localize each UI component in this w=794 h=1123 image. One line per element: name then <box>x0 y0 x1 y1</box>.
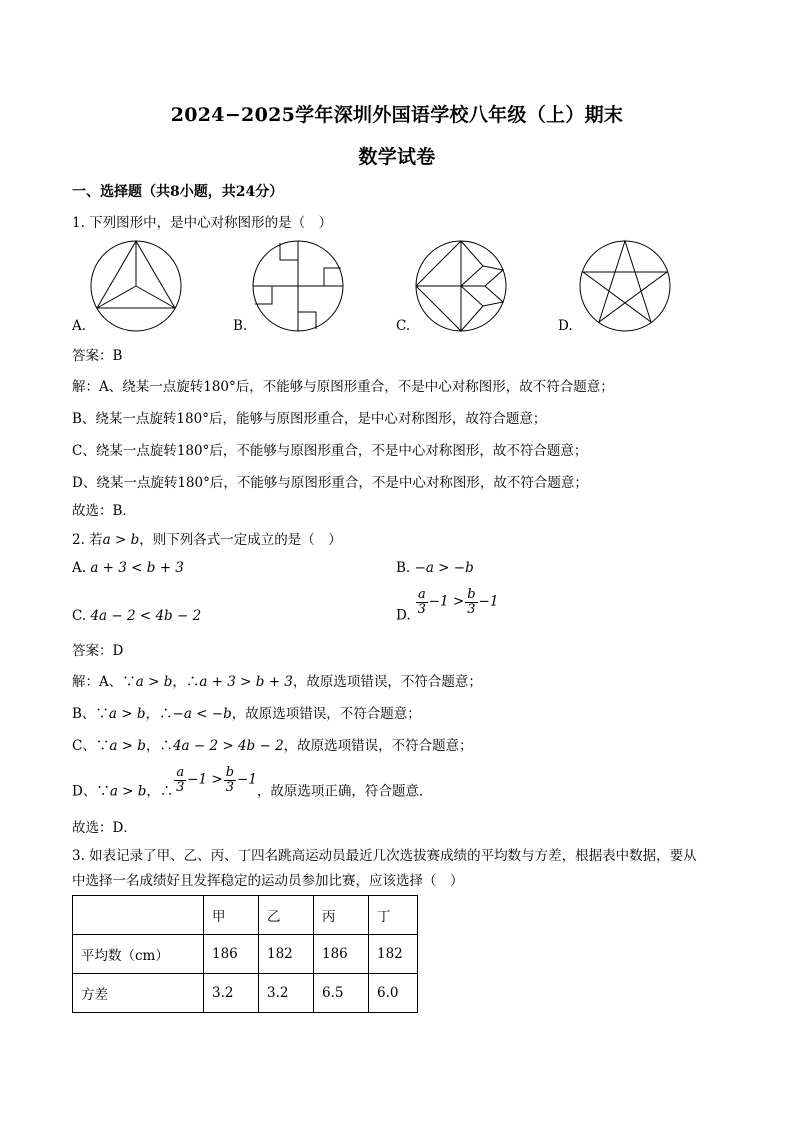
q2-sol-c-expr: 4a − 2 > 4b − 2 <box>172 738 284 754</box>
table-cell: 3.2 <box>204 974 259 1013</box>
q2-sol-c-prefix: C、∵ <box>72 738 110 754</box>
question-1-solution-b: B、绕某一点旋转180°后，能够与原图形重合，是中心对称图形，故符合题意； <box>72 411 547 427</box>
section-heading: 一、选择题（共8小题，共24分） <box>72 184 284 200</box>
q2-sol-a-expr: a + 3 > b + 3 <box>199 674 293 690</box>
question-1-solution-c: C、绕某一点旋转180°后，不能够与原图形重合，不是中心对称图形，故不符合题意； <box>72 443 588 459</box>
q2-solution-c <box>72 734 473 754</box>
question-2-answer: 答案：D <box>72 643 124 659</box>
q2-sol-d-therefore: ，∴ <box>146 783 174 800</box>
q2-option-c-expr: 4a − 2 < 4b − 2 <box>90 608 202 624</box>
q2-sol-a-tail: ，故原选项错误，不符合题意； <box>292 674 482 690</box>
question-1-conclusion: 故选：B． <box>72 503 136 519</box>
q2-solution-d <box>72 766 432 800</box>
question-1-solution-a: 解：A、绕某一点旋转180°后，不能够与原图形重合，不是中心对称图形，故不符合题意； <box>72 379 614 395</box>
question-1-solution-d: D、绕某一点旋转180°后，不能够与原图形重合，不是中心对称图形，故不符合题意； <box>72 475 588 491</box>
q1-option-b-label: B. <box>233 318 248 334</box>
table-header-jia: 甲 <box>204 896 259 935</box>
q2-stem-suffix: ，则下列各式一定成立的是（ ） <box>139 532 342 548</box>
table-cell: 186 <box>204 935 259 974</box>
q3-data-table <box>72 895 418 1013</box>
q2-sol-d-prefix: D、∵ <box>72 783 110 800</box>
table-cell: 6.0 <box>369 974 418 1013</box>
q2-sol-c-cond: a > b <box>109 738 146 754</box>
q2-sol-d-frac2 <box>224 766 236 794</box>
q1-option-c-label: C. <box>396 318 411 334</box>
frac2-numerator: b <box>467 587 476 602</box>
q2-option-c-label: C. <box>72 608 87 624</box>
table-cell: 3.2 <box>259 974 314 1013</box>
sol-frac1-numerator: a <box>176 765 185 780</box>
question-2-conclusion: 故选：D． <box>72 820 137 836</box>
q2-sol-b-therefore: ，∴ <box>145 706 173 722</box>
table-header-yi: 乙 <box>259 896 314 935</box>
q2-option-a-label: A. <box>72 560 87 576</box>
q2-solution-a <box>72 670 482 690</box>
q2-option-d-mid: −1 > <box>428 593 465 610</box>
question-1-stem: 1. 下列图形中，是中心对称图形的是（ ） <box>72 215 333 231</box>
q1-option-a-label: A. <box>72 318 87 334</box>
q2-option-b-expr: −a > −b <box>414 560 474 576</box>
q2-sol-a-prefix: 解：A、∵ <box>72 674 136 690</box>
q2-sol-b-cond: a > b <box>108 706 146 722</box>
sol-frac2-denominator: 3 <box>225 779 234 795</box>
q2-sol-b-tail: ，故原选项错误，不符合题意； <box>231 706 421 722</box>
q1-option-d-label: D. <box>558 318 573 334</box>
q2-sol-d-frac1 <box>174 766 186 794</box>
row-label-average: 平均数（cm） <box>73 935 204 974</box>
q2-sol-a-cond: a > b <box>135 674 173 690</box>
q2-sol-d-cond: a > b <box>109 783 147 800</box>
q2-solution-b <box>72 702 421 722</box>
table-header-bing: 丙 <box>314 896 369 935</box>
figure-d-pentagram <box>577 238 677 338</box>
frac2-denominator: 3 <box>467 601 476 617</box>
figure-c-arrow-circle <box>413 238 513 338</box>
q2-option-a <box>72 560 184 576</box>
q2-option-b-label: B. <box>396 560 411 576</box>
question-3-stem-line1: 3. 如表记录了甲、乙、丙、丁四名跳高运动员最近几次选拔赛成绩的平均数与方差，根据表中数据，要从 <box>72 848 697 864</box>
sol-frac2-numerator: b <box>225 765 235 780</box>
table-cell: 182 <box>369 935 418 974</box>
sol-frac1-denominator: 3 <box>176 779 185 795</box>
table-header-empty <box>73 896 204 935</box>
frac1-denominator: 3 <box>417 601 426 617</box>
q2-option-d-end: −1 <box>478 593 499 610</box>
question-3-stem-line2: 中选择一名成绩好且发挥稳定的运动员参加比赛，应该选择（ ） <box>72 873 464 889</box>
q2-option-b <box>396 560 474 576</box>
q2-option-d-frac1 <box>416 588 428 616</box>
table-header-ding: 丁 <box>369 896 418 935</box>
q2-option-d-frac2 <box>465 588 477 616</box>
table-row <box>73 935 418 974</box>
q2-sol-d-mid: −1 > <box>187 771 223 788</box>
question-1-answer: 答案：B <box>72 348 123 364</box>
table-header-row <box>73 896 418 935</box>
frac1-numerator: a <box>417 587 426 602</box>
table-cell: 186 <box>314 935 369 974</box>
question-2-stem <box>72 528 342 548</box>
table-row <box>73 974 418 1013</box>
q2-option-a-expr: a + 3 < b + 3 <box>90 560 184 576</box>
q2-option-d-label: D. <box>396 607 411 624</box>
q2-option-c <box>72 608 201 624</box>
q2-stem-prefix: 2. 若 <box>72 532 103 548</box>
q2-sol-b-prefix: B、∵ <box>72 706 109 722</box>
q2-sol-a-therefore: ，∴ <box>172 674 200 690</box>
q2-sol-d-tail: ，故原选项正确，符合题意． <box>256 783 433 800</box>
q2-stem-condition: a > b <box>102 532 140 548</box>
row-label-variance: 方差 <box>73 974 204 1013</box>
page-subtitle: 数学试卷 <box>358 146 436 168</box>
q2-sol-d-end: −1 <box>237 771 257 788</box>
q2-sol-b-expr: −a < −b <box>172 706 232 722</box>
figure-b-pinwheel <box>250 238 350 338</box>
table-cell: 6.5 <box>314 974 369 1013</box>
q2-option-d <box>396 588 498 624</box>
table-cell: 182 <box>259 935 314 974</box>
q2-sol-c-therefore: ，∴ <box>145 738 173 754</box>
figure-a-triangle-circle <box>88 238 188 338</box>
page-title: 2024−2025学年深圳外国语学校八年级（上）期末 <box>170 104 624 126</box>
q2-sol-c-tail: ，故原选项错误，不符合题意； <box>283 738 473 754</box>
